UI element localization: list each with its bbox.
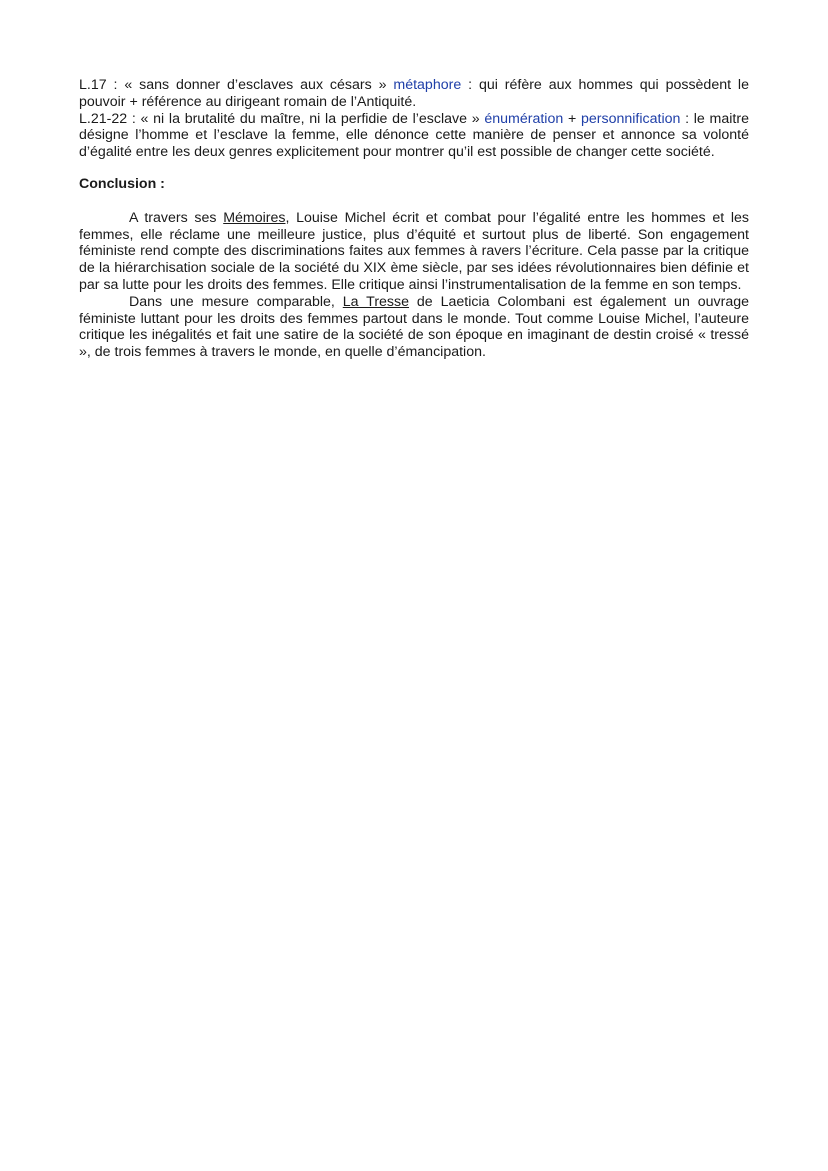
conclusion-paragraph-2 — [79, 294, 749, 361]
conclusion-paragraph-1 — [79, 210, 749, 294]
note-comment: : qui réfère aux hommes qui possèdent le pouvoir + référence au dirigeant romain de l’Antiquité. — [79, 77, 749, 110]
stylistic-figure-label: personnification — [581, 110, 681, 127]
note-quote: « ni la brutalité du maître, ni la perfidie de l’esclave » — [140, 110, 480, 127]
note-ref: L.21-22 : — [79, 110, 136, 127]
paragraph-text: Dans une mesure comparable, — [129, 293, 335, 310]
figure-joiner: + — [567, 110, 577, 127]
note-quote: « sans donner d’esclaves aux césars » — [124, 77, 387, 93]
document-page — [79, 77, 749, 361]
paragraph-text: de Laeticia Colombani est également un ouvrage féministe luttant pour les droits des femmes partout dans le monde. Tout comme Louise Michel, l’auteure critique les inégalités et fait une satire de la société de son époque en imaginant de destin croisé « tressé », de trois femmes à travers le monde, en quelle d’émancipation. — [79, 293, 750, 361]
note-line-17 — [79, 77, 749, 111]
note-comment: : le maitre désigne l’homme et l’esclave la femme, elle dénonce cette manière de penser et annonce sa volonté d’égalité entre les deux genres explicitement pour montrer qu’il est possible de changer cette société. — [79, 110, 749, 161]
note-ref: L.17 : — [79, 77, 118, 93]
book-title: La Tresse — [342, 293, 410, 310]
stylistic-figure-label: énumération — [484, 110, 564, 127]
note-line-21-22 — [79, 111, 749, 161]
paragraph-text: A travers ses — [129, 209, 217, 226]
conclusion-heading: Conclusion : — [79, 175, 165, 192]
paragraph-text: , Louise Michel écrit et combat pour l’égalité entre les hommes et les femmes, elle réclame une meilleure justice, plus d’équité et surtout plus de liberté. Son engagement féministe rend compte des discriminations faites aux femmes à ravers l’écriture. Cela passe par la critique de la hiérarchisation sociale de la société du XIX ème siècle, par ses idées révolutionnaires bien définie et par sa lutte pour les droits des femmes. Elle critique ainsi l’instrumentalisation de la femme en son temps. — [79, 209, 749, 293]
stylistic-figure-label: métaphore — [393, 77, 462, 93]
book-title: Mémoires — [223, 209, 286, 226]
